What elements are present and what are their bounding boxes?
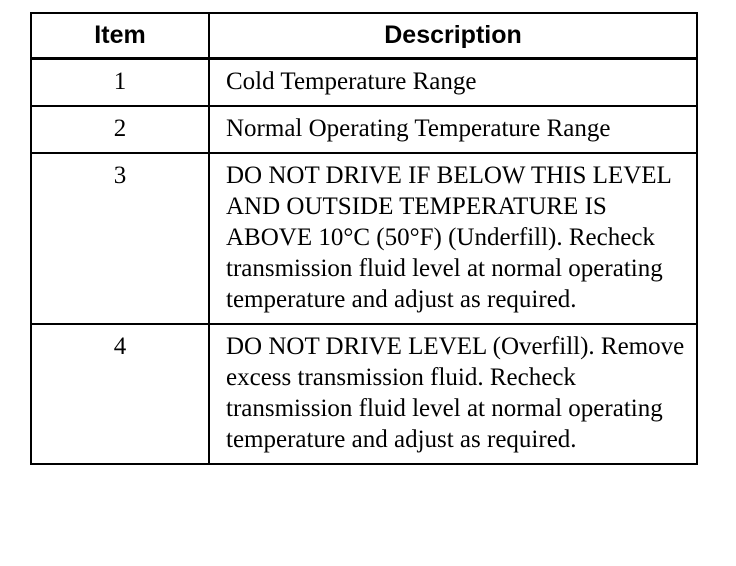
item-description: DO NOT DRIVE LEVEL (Overfill). Remove excess transmission fluid. Recheck transmission fluid level at normal operating temperature and adjust as required. [209, 324, 697, 464]
header-description: Description [209, 13, 697, 59]
table-row [31, 106, 697, 153]
item-description: DO NOT DRIVE IF BELOW THIS LEVEL AND OUTSIDE TEMPERATURE IS ABOVE 10°C (50°F) (Underfill). Recheck transmission fluid level at normal operating temperature and adjust as required. [209, 153, 697, 324]
table-row [31, 59, 697, 107]
table-header-row [31, 13, 697, 59]
item-number: 4 [31, 324, 209, 464]
item-number: 2 [31, 106, 209, 153]
header-item: Item [31, 13, 209, 59]
item-description: Cold Temperature Range [209, 59, 697, 107]
item-number: 3 [31, 153, 209, 324]
table-row [31, 153, 697, 324]
item-description: Normal Operating Temperature Range [209, 106, 697, 153]
table-row [31, 324, 697, 464]
item-number: 1 [31, 59, 209, 107]
legend-table [30, 12, 698, 465]
